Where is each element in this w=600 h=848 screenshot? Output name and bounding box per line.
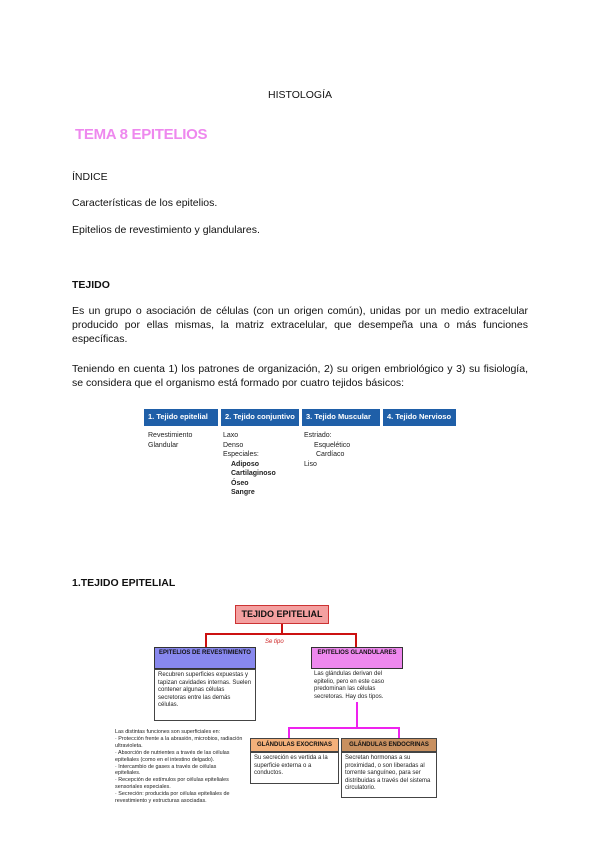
- table-cell: Revestimiento: [148, 432, 193, 439]
- list-item: · Protección frente a la abrasión, microbios, radiación ultravioleta.: [115, 735, 243, 749]
- connector-red: [205, 633, 207, 647]
- tejido-paragraph-1: Es un grupo o asociación de células (con un origen común), unidas por un medio extracelular producido por ellas mismas, la matriz extracelular, que desempeña una o más funciones específicas.: [72, 305, 528, 345]
- table-cell: Óseo: [231, 479, 249, 487]
- table-cell: Denso: [223, 441, 244, 449]
- table-cell: Sangre: [231, 489, 255, 496]
- connector-red: [205, 633, 357, 635]
- exocrinas-desc-box: Su secreción es vertida a la superficie externa o a conductos.: [250, 752, 339, 784]
- table-cell: Liso: [304, 460, 317, 468]
- glandulares-desc-box: Las glándulas derivan del epitelio, pero en este caso predominan las células secretoras. Hay dos tipos.: [311, 669, 403, 705]
- section-1-heading: 1.TEJIDO EPITELIAL: [72, 577, 176, 589]
- connector-magenta: [398, 727, 400, 738]
- index-title: ÍNDICE: [72, 171, 108, 183]
- table-header-nervioso: 4. Tejido Nervioso: [383, 409, 456, 426]
- list-item: · Absorción de nutrientes a través de las células epiteliales (como en el intestino delgado).: [115, 749, 230, 763]
- table-col-conjuntivo: [223, 431, 276, 498]
- connector-magenta: [288, 727, 400, 729]
- tissue-table: [144, 409, 456, 504]
- table-cell: Esquelético: [314, 441, 351, 449]
- glandulares-title-box: EPITELIOS GLANDULARES: [311, 647, 403, 669]
- tejido-heading: TEJIDO: [72, 279, 110, 291]
- connector-magenta: [288, 727, 290, 738]
- list-item: · Intercambio de gases a través de células epiteliales.: [115, 763, 217, 777]
- table-col-muscular: [304, 431, 350, 469]
- table-header-conjuntivo: 2. Tejido conjuntivo: [221, 409, 299, 426]
- list-item: Las distintas funciones son superficiales en:: [115, 729, 221, 735]
- table-cell: Cardíaco: [316, 451, 345, 458]
- tejido-paragraph-2: Teniendo en cuenta 1) los patrones de organización, 2) su origen embriológico y 3) su fisiología, se considera que el organismo está formado por cuatro tejidos básicos:: [72, 363, 528, 389]
- connector-red: [355, 633, 357, 647]
- table-cell: Glandular: [148, 441, 179, 449]
- index-item-1: Características de los epitelios.: [72, 197, 218, 209]
- index-item-2: Epitelios de revestimiento y glandulares.: [72, 224, 260, 236]
- endocrinas-desc-box: Secretan hormonas a su proximidad, o son liberadas al torrente sanguíneo, para ser distribuidas a través del sistema circulatorio.: [341, 752, 437, 798]
- table-cell: Adiposo: [231, 460, 259, 468]
- endocrinas-title-box: GLÁNDULAS ENDOCRINAS: [341, 738, 437, 752]
- document-header: HISTOLOGÍA: [268, 89, 332, 101]
- table-cell: Cartilaginoso: [231, 470, 276, 477]
- exocrinas-title-box: GLÁNDULAS EXOCRINAS: [250, 738, 339, 752]
- epithelial-diagram: [113, 602, 449, 828]
- table-col-epitelial: [148, 431, 192, 450]
- table-cell: Especiales:: [223, 451, 259, 458]
- tema-title: TEMA 8 EPITELIOS: [75, 126, 208, 143]
- revestimiento-desc-box: Recubren superficies expuestas y tapizan cavidades internas. Suelen contener algunas células secretoras entre las demás células.: [154, 669, 256, 721]
- list-item: · Secreción: producida por células epiteliales de revestimiento y estructuras asociadas.: [115, 791, 230, 805]
- connector-magenta: [356, 702, 358, 728]
- diagram-root-box: TEJIDO EPITELIAL: [235, 605, 329, 624]
- table-header-muscular: 3. Tejido Muscular: [302, 409, 380, 426]
- functions-list: [113, 728, 245, 824]
- division-label: Se tipo: [265, 639, 284, 645]
- list-item: · Recepción de estímulos por células epiteliales sensoriales especiales.: [115, 777, 229, 791]
- table-header-epitelial: 1. Tejido epitelial: [144, 409, 218, 426]
- table-cell: Laxo: [223, 432, 239, 439]
- table-cell: Estriado:: [304, 432, 332, 439]
- revestimiento-title-box: EPITELIOS DE REVESTIMIENTO: [154, 647, 256, 669]
